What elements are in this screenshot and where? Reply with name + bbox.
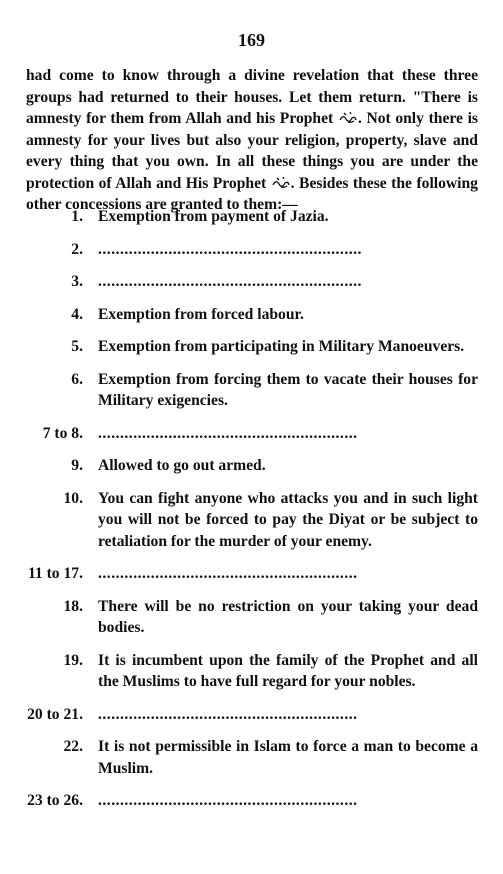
item-number: 18. [63,597,83,615]
list-item [20,488,478,553]
paragraph-line: . Besides these the following other [26,174,478,213]
item-text: ............................................................ [98,273,362,290]
intro-paragraph: had come to know through a divine revelation that these three groups had returned to their houses. Let them return. "There is amnesty for them from Allah and his Prophet . Not only there is amnesty for your lives but also your religion, property, slave and every thing that you own. In all these things you are under the protection of Allah and His Prophet . Besides these the following other concessions are granted to them:— [26,67,478,213]
item-text: There will be no restriction on your taking your dead bodies. [98,597,478,636]
page-number: 169 [238,30,265,50]
item-text: You can fight anyone who attacks you and in such light you will not be forced to pay the Diyat or be subject to retaliation for the murder of your enemy. [98,489,478,550]
item-text: ........................................................... [98,424,358,442]
item-text: ........................................................... [98,565,358,582]
item-number: 4. [71,305,83,323]
item-number: 11 to 17. [27,565,83,582]
item-text: Exemption from participating in Military Manoeuvers. [98,338,465,355]
item-number: 5. [71,338,83,355]
paragraph-line: all these things you are under the protection of Allah and [26,153,478,192]
list-item [20,304,478,326]
item-number: 10. [63,489,83,507]
paragraph-line: Not only there is amnesty for your lives but also your [26,110,478,149]
item-text: Exemption from forcing them to vacate their houses for Military exigencies. [98,370,478,409]
list-item [20,650,478,693]
item-text: ........................................................... [98,705,358,723]
item-number: 19. [63,651,83,669]
item-number: 2. [71,240,83,258]
item-text: ............................................................ [98,240,362,258]
list-item [20,704,478,726]
list-item [20,736,478,779]
list-item [20,239,478,261]
honorific-calligraphy-icon [271,175,291,189]
item-number: 7 to 8. [42,424,83,442]
paragraph-line: "There is amnesty for them from Allah and his Prophet [26,88,478,127]
item-text: Exemption from payment of Jazia. [98,208,329,225]
item-number: 1. [71,208,83,225]
item-text: It is incumbent upon the family of the Prophet and all the Muslims to have full regard for your nobles. [98,651,478,690]
item-number: 9. [71,457,83,474]
list-item [20,790,478,812]
list-item [20,271,478,293]
item-text: Exemption from forced labour. [98,305,304,323]
item-number: 20 to 21. [27,705,83,723]
paragraph-line: three groups had returned to their houses. Let them return. [26,67,478,106]
paragraph-line: His Prophet [185,174,267,192]
item-number: 23 to 26. [27,792,83,809]
item-text: Allowed to go out armed. [98,457,266,474]
item-text: ........................................................... [98,792,358,809]
paragraph-line: religion, property, slave and every thing that you own. In [26,131,478,170]
paragraph-line: concessions are granted to them:— [65,196,298,213]
concessions-list [20,206,478,823]
item-number: 6. [71,370,83,388]
honorific-calligraphy-icon [338,110,358,124]
list-item [20,369,478,412]
list-item [20,596,478,639]
list-item [20,206,478,228]
paragraph-line: had come to know through a divine revelation that these [26,67,436,84]
list-item [20,336,478,358]
list-item [20,563,478,585]
list-item [20,455,478,477]
item-text: It is not permissible in Islam to force a man to become a Muslim. [98,738,478,777]
item-number: 3. [71,273,83,290]
item-number: 22. [63,738,83,755]
list-item [20,423,478,445]
